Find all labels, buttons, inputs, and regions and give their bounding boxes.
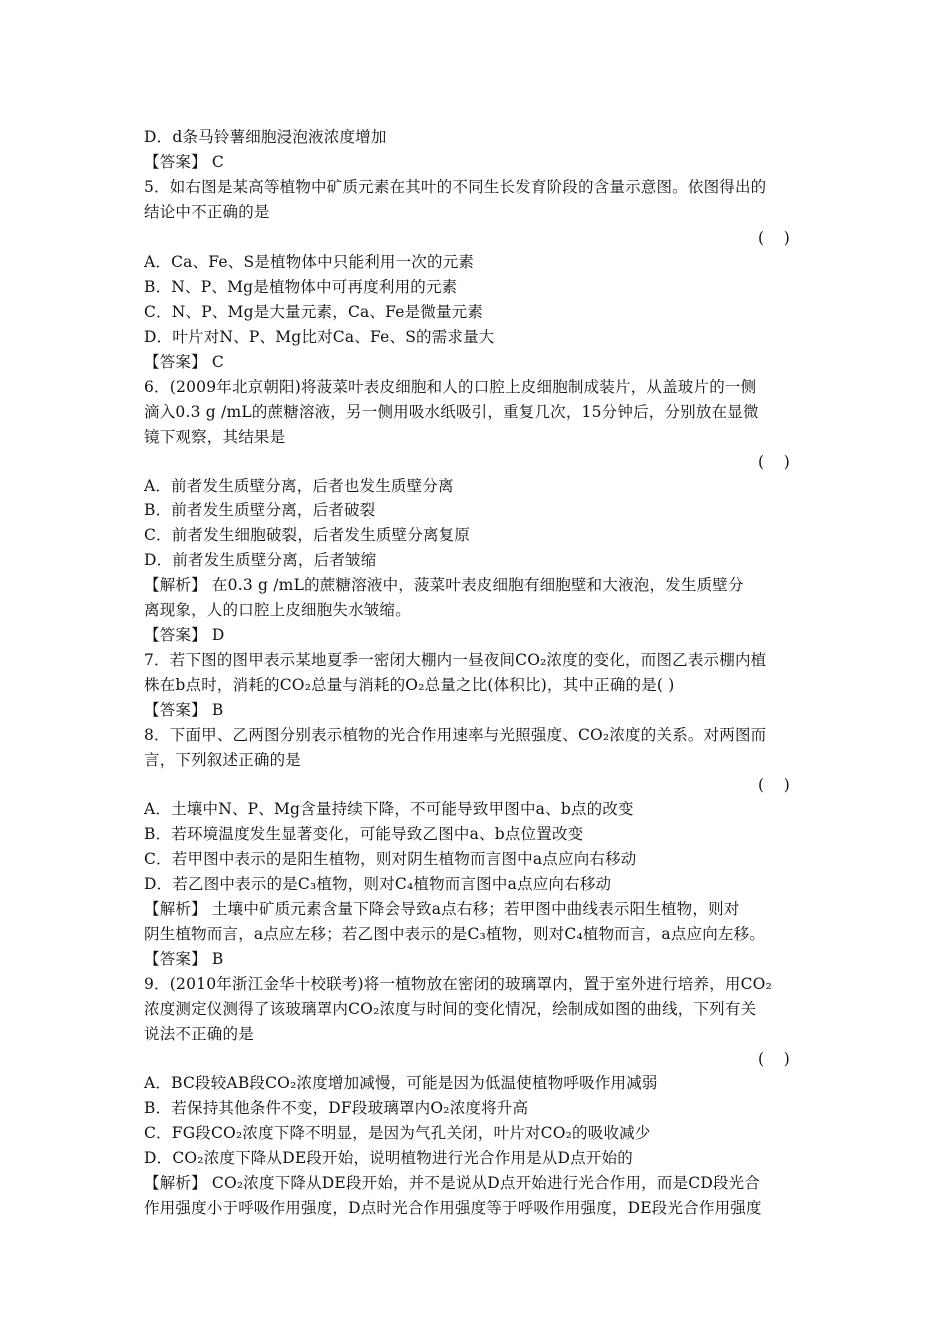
text-line: 离现象，人的口腔上皮细胞失水皱缩。 xyxy=(144,601,411,619)
text-line: A．土壤中N、P、Mg含量持续下降，不可能导致甲图中a、b点的改变 xyxy=(144,800,634,818)
text-line: D．d条马铃薯细胞浸泡液浓度增加 xyxy=(144,128,387,146)
text-line: 6．(2009年北京朝阳)将菠菜叶表皮细胞和人的口腔上皮细胞制成装片，从盖玻片的一侧 xyxy=(144,378,757,396)
text-line: 结论中不正确的是 xyxy=(144,203,270,221)
text-line: D．叶片对N、P、Mg比对Ca、Fe、S的需求量大 xyxy=(144,328,495,346)
text-line: D．前者发生质壁分离，后者皱缩 xyxy=(144,551,377,569)
text-line: 镜下观察，其结果是 xyxy=(144,428,286,446)
text-line: 9．(2010年浙江金华十校联考)将一植物放在密闭的玻璃罩内，置于室外进行培养，用CO₂ xyxy=(144,975,772,993)
text-line: A．BC段较AB段CO₂浓度增加减慢，可能是因为低温使植物呼吸作用减弱 xyxy=(144,1074,658,1092)
text-line: 【解析】 土壤中矿质元素含量下降会导致a点右移；若甲图中曲线表示阳生植物，则对 xyxy=(144,900,740,918)
text-line: 阴生植物而言，a点应左移；若乙图中表示的是C₃植物，则对C₄植物而言，a点应向左移。 xyxy=(144,925,766,943)
text-line: C．FG段CO₂浓度下降不明显，是因为气孔关闭，叶片对CO₂的吸收减少 xyxy=(144,1124,651,1142)
answer-blank: ( ) xyxy=(758,229,790,247)
text-line: B．前者发生质壁分离，后者破裂 xyxy=(144,501,376,519)
text-line: C．N、P、Mg是大量元素，Ca、Fe是微量元素 xyxy=(144,303,484,321)
text-line: B．若保持其他条件不变，DF段玻璃罩内O₂浓度将升高 xyxy=(144,1099,529,1117)
text-line: 【答案】 C xyxy=(144,353,224,371)
text-line: 言，下列叙述正确的是 xyxy=(144,751,302,769)
answer-blank: ( ) xyxy=(758,453,790,471)
text-line: C．前者发生细胞破裂，后者发生质壁分离复原 xyxy=(144,526,471,544)
text-line: 【解析】 CO₂浓度下降从DE段开始，并不是说从D点开始进行光合作用，而是CD段光合 xyxy=(144,1174,761,1192)
text-line: 7．若下图的图甲表示某地夏季一密闭大棚内一昼夜间CO₂浓度的变化，而图乙表示棚内植 xyxy=(144,651,767,669)
text-line: 8．下面甲、乙两图分别表示植物的光合作用速率与光照强度、CO₂浓度的关系。对两图而 xyxy=(144,726,767,744)
text-line: 【答案】 B xyxy=(144,701,224,719)
text-line: 【答案】 B xyxy=(144,950,224,968)
text-line: A．Ca、Fe、S是植物体中只能利用一次的元素 xyxy=(144,253,475,271)
text-line: 作用强度小于呼吸作用强度，D点时光合作用强度等于呼吸作用强度，DE段光合作用强度 xyxy=(144,1199,762,1217)
text-line: D．CO₂浓度下降从DE段开始，说明植物进行光合作用是从D点开始的 xyxy=(144,1149,633,1167)
text-line: 滴入0.3 g /mL的蔗糖溶液，另一侧用吸水纸吸引，重复几次，15分钟后，分别放在显微 xyxy=(144,403,759,421)
text-line: 株在b点时，消耗的CO₂总量与消耗的O₂总量之比(体积比)，其中正确的是( ) xyxy=(144,676,675,694)
text-line: B．N、P、Mg是植物体中可再度利用的元素 xyxy=(144,278,458,296)
text-line: 【解析】 在0.3 g /mL的蔗糖溶液中，菠菜叶表皮细胞有细胞壁和大液泡，发生质壁分 xyxy=(144,576,744,594)
text-line: 5．如右图是某高等植物中矿质元素在其叶的不同生长发育阶段的含量示意图。依图得出的 xyxy=(144,178,767,196)
text-line: 【答案】 D xyxy=(144,626,225,644)
text-line: 【答案】 C xyxy=(144,153,224,171)
answer-blank: ( ) xyxy=(758,776,790,794)
text-line: D．若乙图中表示的是C₃植物，则对C₄植物而言图中a点应向右移动 xyxy=(144,875,612,893)
text-line: 浓度测定仪测得了该玻璃罩内CO₂浓度与时间的变化情况，绘制成如图的曲线，下列有关 xyxy=(144,1000,757,1018)
answer-blank: ( ) xyxy=(758,1050,790,1068)
text-line: C．若甲图中表示的是阳生植物，则对阴生植物而言图中a点应向右移动 xyxy=(144,850,637,868)
text-line: 说法不正确的是 xyxy=(144,1025,254,1043)
text-line: B．若环境温度发生显著变化，可能导致乙图中a、b点位置改变 xyxy=(144,825,584,843)
text-line: A．前者发生质壁分离，后者也发生质壁分离 xyxy=(144,477,454,495)
